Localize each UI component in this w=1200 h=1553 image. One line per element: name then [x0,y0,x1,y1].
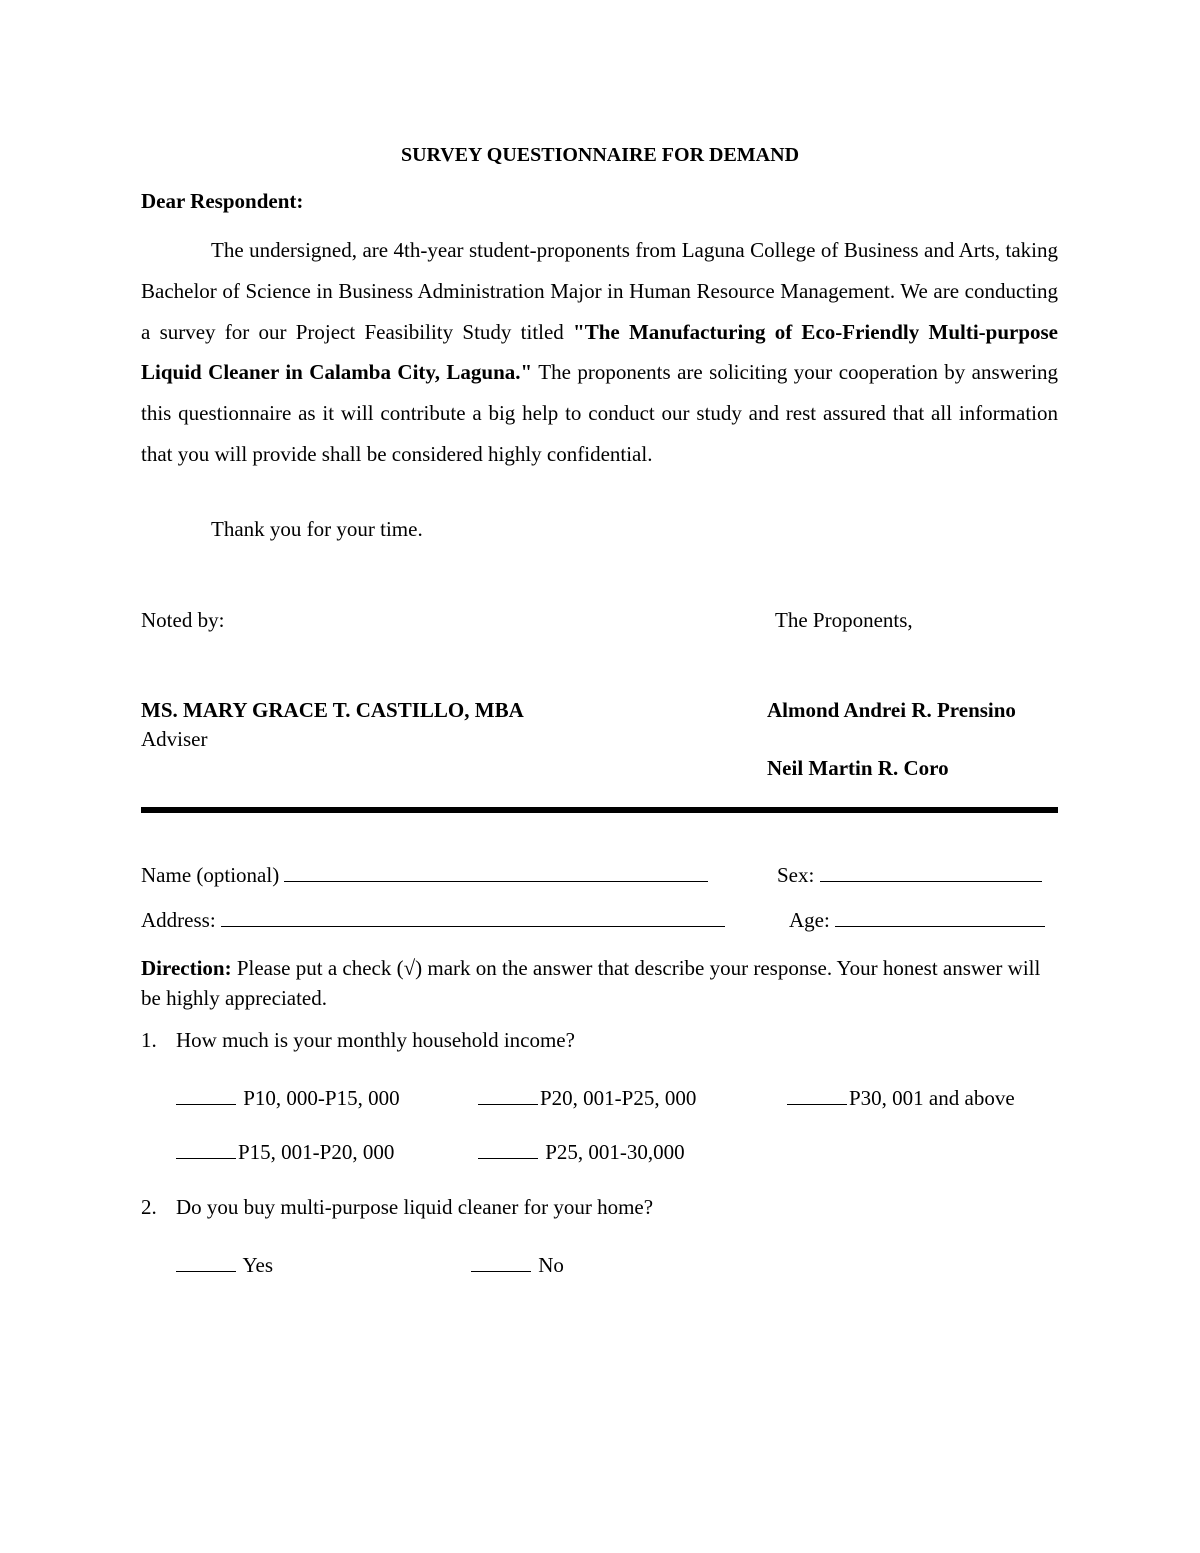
question-number: 1. [141,1028,157,1052]
sex-field-row [777,863,1042,888]
direction-label: Direction: [141,956,232,980]
option-label: P10, 000-P15, 000 [243,1086,400,1110]
name-field[interactable] [284,863,708,882]
answer-option[interactable] [787,1086,1015,1111]
option-label: P15, 001-P20, 000 [238,1140,395,1164]
name-label: Name (optional) [141,863,280,887]
checkbox-blank[interactable] [176,1140,236,1159]
address-field[interactable] [221,908,725,927]
document-title: SURVEY QUESTIONNAIRE FOR DEMAND [400,144,800,166]
option-label: P20, 001-P25, 000 [540,1086,697,1110]
option-label: Yes [242,1253,274,1277]
intro-part1: The undersigned, are 4th-year student-proponents from Laguna College of Business and Arts, taking Bachelor of Science in Business Administration Major in Human Resource Management. We are conducting a survey for our Project Feasibility Study titled [141,238,1058,344]
intro-paragraph [141,230,1058,475]
section-divider [141,807,1058,813]
answer-option[interactable] [478,1086,696,1111]
adviser-role: Adviser [141,727,208,751]
proponents-label: The Proponents, [775,608,913,632]
answer-option[interactable] [176,1086,400,1111]
noted-by-label: Noted by: [141,608,225,632]
address-field-row [141,908,725,933]
option-label: P30, 001 and above [849,1086,1015,1110]
question-number: 2. [141,1195,157,1219]
thanks-line: Thank you for your time. [211,517,423,541]
proponent-name: Almond Andrei R. Prensino [767,698,1016,722]
age-field[interactable] [835,908,1045,927]
adviser-name: MS. MARY GRACE T. CASTILLO, MBA [141,698,524,722]
answer-option[interactable] [471,1253,564,1278]
checkbox-blank[interactable] [471,1253,531,1272]
answer-option[interactable] [478,1140,685,1165]
answer-option[interactable] [176,1253,273,1278]
option-label: P25, 001-30,000 [545,1140,685,1164]
answer-option[interactable] [176,1140,394,1165]
checkbox-blank[interactable] [176,1253,236,1272]
study-title: "The Manufacturing of Eco-Friendly Multi-purpose Liquid Cleaner in Calamba City, Laguna." [141,319,1058,385]
checkbox-blank[interactable] [478,1140,538,1159]
age-label: Age: [789,908,830,932]
direction-body: Please put a check (√) mark on the answer that describe your response. Your honest answer will be highly appreciated. [141,956,1041,1010]
sex-label: Sex: [777,863,815,887]
checkbox-blank[interactable] [176,1086,236,1105]
checkbox-blank[interactable] [787,1086,847,1105]
option-label: No [538,1253,564,1277]
proponent-name: Neil Martin R. Coro [767,756,949,780]
intro-part2: The proponents are soliciting your cooperation by answering this questionnaire as it will contribute a big help to conduct our study and rest assured that all information that you will provide shall be considered highly confidential. [141,360,1058,466]
question-text: Do you buy multi-purpose liquid cleaner for your home? [176,1195,654,1219]
sex-field[interactable] [820,863,1042,882]
checkbox-blank[interactable] [478,1086,538,1105]
name-field-row [141,863,708,888]
question-text: How much is your monthly household income? [176,1028,575,1052]
address-label: Address: [141,908,216,932]
direction-text [141,953,1058,1013]
age-field-row [789,908,1045,933]
salutation: Dear Respondent: [141,189,304,213]
